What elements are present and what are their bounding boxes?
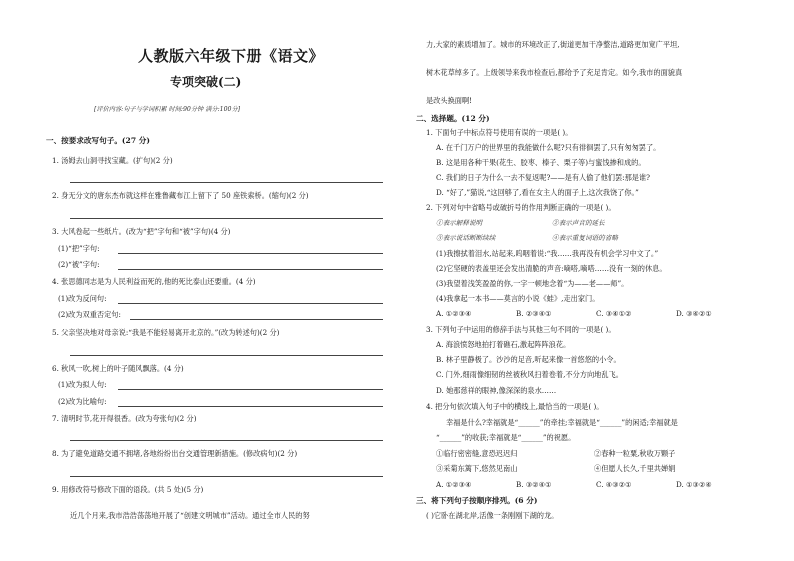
question-1-9: 9. 用修改符号修改下面的语段。(共 5 处)(5 分) — [52, 485, 204, 494]
answer-line[interactable] — [118, 303, 383, 304]
option-2-2-a[interactable]: A. ①②③④ — [436, 309, 472, 318]
question-1-5: 5. 父亲坚决地对母亲说:“我是不能轻易离开北京的。”(改为转述句)(2 分) — [52, 328, 280, 337]
answer-line[interactable] — [118, 389, 383, 390]
question-1-2: 2. 身无分文的唐东杰布就这样在雅鲁藏布江上留下了 50 座铁索桥。(缩句)(2 分) — [52, 191, 309, 200]
legend-1: ①表示解释说明 — [436, 219, 483, 227]
question-1-3-b: (2)“被”字句: — [58, 260, 100, 269]
question-1-4-b: (2)改为双重否定句: — [58, 310, 121, 319]
option-2-2-d[interactable]: D. ③④②① — [676, 309, 712, 318]
question-1-4: 4. 张思德同志是为人民利益而死的,他的死比泰山还要重。(4 分) — [52, 277, 256, 286]
sentence-2-4-2: “______”的收获;幸福就是“______”的祝愿。 — [436, 433, 576, 442]
section-2-heading: 二、选择题。(12 分) — [416, 114, 490, 123]
question-1-3: 3. 大风卷起一些纸片。(改为“把”字句和“被”字句)(4 分) — [52, 227, 231, 236]
question-2-3: 3. 下列句子中运用的修辞手法与其他三句不同的一项是( )。 — [426, 325, 616, 334]
option-2-3-c[interactable]: C. 门外,细雨像细韧的丝被秋风扫着卷着,不分方向地乱飞。 — [436, 370, 623, 379]
option-2-2-c[interactable]: C. ③④①② — [596, 309, 632, 318]
option-2-4-b[interactable]: B. ③②④① — [516, 480, 552, 489]
exam-subtitle: 专项突破(二) — [170, 75, 242, 89]
answer-line[interactable] — [70, 355, 383, 356]
question-1-6-a: (1)改为拟人句: — [58, 380, 107, 389]
question-1-8: 8. 为了避免道路交通不拥堵,各地纷纷出台交通管理新措施。(修改病句)(2 分) — [52, 449, 298, 458]
question-1-4-a: (1)改为反问句: — [58, 294, 107, 303]
sentence-2-2-4: (4)我拿起一本书——莫言的小说《蛙》,走出家门。 — [436, 294, 600, 303]
answer-line[interactable] — [118, 253, 383, 254]
exam-title: 人教版六年级下册《语文》 — [138, 47, 325, 65]
answer-line[interactable] — [70, 440, 383, 441]
answer-line[interactable] — [130, 319, 383, 320]
option-2-1-b[interactable]: B. 这是用各种干果(花生、胶枣、榛子、栗子等)与蜜饯掺和成的。 — [436, 158, 646, 167]
sentence-2-2-3: (3)我望着浅笑盈盈的你,一字一顿地念着“为——老——师”。 — [436, 279, 629, 288]
answer-line[interactable] — [70, 182, 383, 183]
sentence-2-2-1: (1)我擦拭着泪水,站起来,呜咽着说:“我……我再没有机会学习中文了。” — [436, 249, 659, 258]
answer-line[interactable] — [118, 269, 383, 270]
clause-2: ②春种一粒粟,秋收万颗子 — [594, 449, 676, 458]
option-2-4-c[interactable]: C. ④③②① — [596, 480, 632, 489]
passage-line-1: 力,大家的素质增加了。城市的环境改正了,街道更加干净整洁,道路更加宽广平坦, — [426, 40, 680, 49]
option-2-3-d[interactable]: D. 她那慈祥的眼神,像深深的泉水…… — [436, 386, 557, 395]
answer-line[interactable] — [70, 476, 383, 477]
clause-3: ③采菊东篱下,悠然见南山 — [436, 464, 518, 473]
ordering-sentence-1[interactable]: ( )它卧在湖北岸,活像一条刚刚下湖的龙。 — [426, 511, 559, 520]
option-2-3-b[interactable]: B. 林子里静极了。沙沙的足音,听起来像一首悠悠的小令。 — [436, 355, 621, 364]
legend-2: ②表示声音的延长 — [552, 219, 605, 227]
exam-meta: [评价内容:句子与学词积累 时间:90分钟 满分:100分] — [94, 106, 241, 113]
option-2-4-d[interactable]: D. ①③②④ — [676, 480, 712, 489]
option-2-3-a[interactable]: A. 海浪愤怒地拍打着礁石,激起阵阵浪花。 — [436, 340, 571, 349]
question-2-2: 2. 下列对句中省略号或破折号的作用判断正确的一项是( )。 — [426, 203, 616, 212]
question-1-3-a: (1)“把”字句: — [58, 244, 100, 253]
option-2-4-a[interactable]: A. ①②③④ — [436, 480, 472, 489]
answer-line[interactable] — [118, 406, 383, 407]
section-1-heading: 一、按要求改写句子。(27 分) — [46, 136, 150, 145]
clause-4: ④但愿人长久,千里共婵娟 — [594, 464, 676, 473]
answer-line[interactable] — [70, 218, 383, 219]
option-2-1-c[interactable]: C. 我们的日子为什么一去不复返呢?——是有人偷了他们罢:那是谁? — [436, 173, 651, 182]
question-1-6-b: (2)改为比喻句: — [58, 397, 107, 406]
option-2-1-a[interactable]: A. 在千门万户的世界里的我能做什么呢?只有徘徊罢了,只有匆匆罢了。 — [436, 143, 661, 152]
clause-1: ①临行密密缝,意恐迟迟归 — [436, 449, 518, 458]
question-2-4: 4. 把分句依次填入句子中的横线上,最恰当的一项是( )。 — [426, 402, 604, 411]
sentence-2-2-2: (2)它坚硬的表盖里还会发出清脆的声音:嘀嗒,嘀嗒……没有一刻的休息。 — [436, 264, 667, 273]
section-3-heading: 三、将下列句子按顺序排列。(6 分) — [416, 496, 538, 505]
option-2-2-b[interactable]: B. ②③④① — [516, 309, 552, 318]
question-1-7: 7. 清明时节,花开得很香。(改为夸张句)(2 分) — [52, 414, 197, 423]
sentence-2-4-1: 幸福是什么?幸福就是“______”的牵挂;幸福就是“______”的闲适;幸福就是 — [446, 418, 678, 427]
option-2-1-d[interactable]: D. “好了,”猫说,“这回够了,看在女主人的面子上,这次我饶了你。” — [436, 188, 639, 197]
legend-3: ③表示说话断断续续 — [436, 234, 496, 242]
question-1-1: 1. 汤姆去山洞寻找宝藏。(扩句)(2 分) — [52, 156, 173, 165]
passage-line-2: 树木花草绰多了。上级领导来我市检查后,都给予了充足肯定。如今,我市的面貌真 — [426, 68, 683, 77]
legend-4: ④表示重复词语的省略 — [552, 234, 618, 242]
question-1-6: 6. 秋风一吹,树上的叶子随风飘落。(4 分) — [52, 364, 184, 373]
passage-line-0: 近几个月来,我市浩浩荡荡地开展了“创建文明城市”活动。通过全市人民的努 — [70, 511, 310, 520]
question-2-1: 1. 下面句子中标点符号使用有误的一项是( )。 — [426, 128, 573, 137]
passage-line-3: 是改头换面啊! — [426, 96, 473, 105]
